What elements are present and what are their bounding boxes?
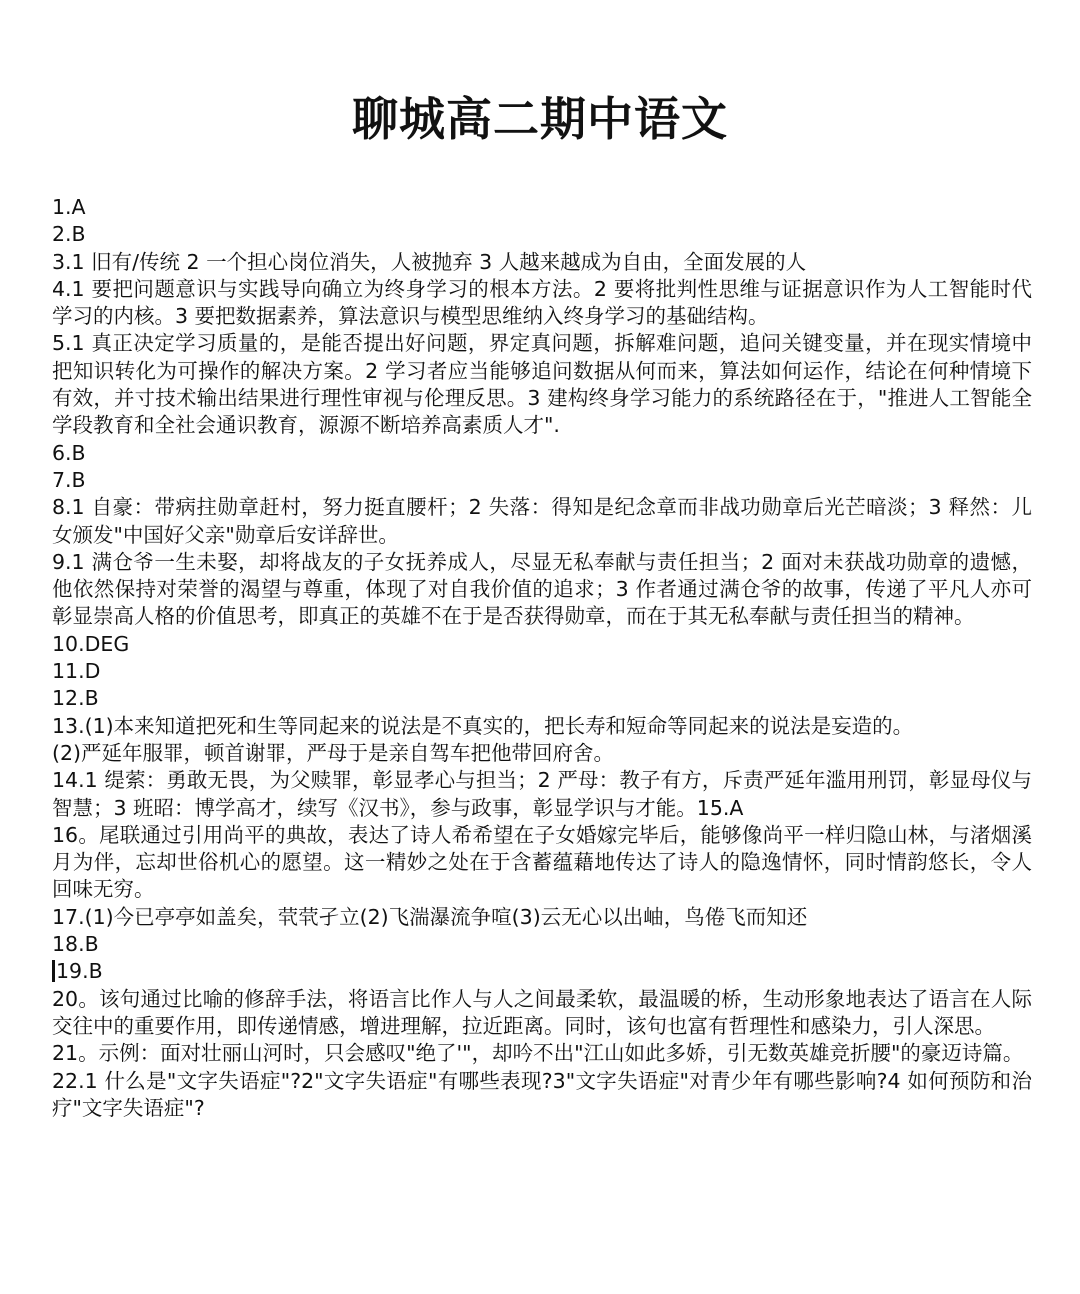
page-title: 聊城高二期中语文: [352, 92, 728, 146]
answer-line-20: 20。该句通过比喻的修辞手法，将语言比作人与人之间最柔软，最温暖的桥，生动形象地表达了语言在人际交往中的重要作用，即传递情感，增进理解，拉近距离。同时，该句也富有哲理性和感染力，引人深思。: [52, 986, 1032, 1038]
answer-line-1: 1.A: [52, 195, 86, 219]
answer-line-8: 8.1 自豪：带病拄勋章赶村，努力挺直腰杆；2 失落：得知是纪念章而非战功勋章后光芒暗淡；3 释然：儿女颁发"中国好父亲"勋章后安详辞世。: [52, 495, 1032, 547]
answer-line-22: 22.1 什么是"文字失语症"?2"文字失语症"有哪些表现?3"文字失语症"对青少年有哪些影响?4 如何预防和治疗"文字失语症"?: [52, 1068, 1032, 1120]
answer-list: [52, 194, 1032, 1122]
answer-line-11: 11.D: [52, 659, 101, 684]
answer-line-5: 5.1 真正决定学习质量的，是能否提出好问题，界定真问题，拆解难问题，追问关键变量，并在现实情境中把知识转化为可操作的解决方案。2 学习者应当能够追问数据从何而来，算法如何运作，结论在何种情境下有效，并寸技术输出结果进行理性审视与伦理反思。3 建构终身学习能力的系统路径在于，"推进人工智能全学段教育和全社会通识教育，源源不断培养高素质人才".: [52, 331, 1032, 438]
answer-line-7: 7.B: [52, 467, 86, 492]
text-cursor-icon: [52, 960, 55, 982]
answer-line-13-part-2: (2)严延年服罪，顿首谢罪，严母于是亲自驾车把他带回府舍。: [52, 740, 615, 765]
answer-line-17: 17.(1)今已亭亭如盖矣，茕茕孑立(2)飞湍瀑流争喧(3)云无心以出岫，鸟倦飞而知还: [52, 904, 808, 929]
answer-line-13: 13.(1)本来知道把死和生等同起来的说法是不真实的，把长寿和短命等同起来的说法是妄造的。: [52, 713, 914, 738]
answer-line-4: 4.1 要把问题意识与实践导向确立为终身学习的根本方法。2 要将批判性思维与证据意识作为人工智能时代学习的内核。3 要把数据素养，算法意识与模型思维纳入终身学习的基础结构。: [52, 276, 1032, 329]
answer-line-14: 14.1 缇萦：勇敢无畏，为父赎罪，彰显孝心与担当；2 严母：教子有方，斥责严延年滥用刑罚，彰显母仪与智慧；3 班昭：博学高才，续写《汉书》，参与政事，彰显学识与才能。15.A: [52, 768, 1032, 820]
answer-line-9: 9.1 满仓爷一生未娶，却将战友的子女抚养成人，尽显无私奉献与责任担当；2 面对未获战功勋章的遗憾，他依然保持对荣誉的渴望与尊重，体现了对自我价值的追求；3 作者通过满仓爷的故事，传递了平凡人亦可彰显崇高人格的价值思考，即真正的英雄不在于是否获得勋章，而在于其无私奉献与责任担当的精神。: [52, 549, 1032, 629]
answer-line-16: 16。尾联通过引用尚平的典故，表达了诗人希希望在子女婚嫁完毕后，能够像尚平一样归隐山林，与渚烟溪月为伴，忘却世俗机心的愿望。这一精妙之处在于含蓄蕴藉地传达了诗人的隐逸情怀，同时情韵悠长，令人回味无穷。: [52, 822, 1032, 902]
answer-line-12: 12.B: [52, 686, 99, 711]
answer-line-10: 10.DEG: [52, 631, 130, 656]
answer-line-18: 18.B: [52, 932, 99, 957]
answer-line-6: 6.B: [52, 440, 86, 465]
answer-line-3: 3.1 旧有/传统 2 一个担心岗位消失，人被抛弃 3 人越来越成为自由，全面发展的人: [52, 249, 807, 274]
answer-line-19: 19.B: [56, 959, 103, 984]
answer-line-19-row: [52, 958, 1032, 985]
answer-line-2: 2.B: [52, 222, 86, 247]
answer-line-21: 21。示例：面对壮丽山河时，只会感叹"绝了'"，却吟不出"江山如此多娇，引无数英雄竞折腰"的豪迈诗篇。: [52, 1041, 1024, 1066]
